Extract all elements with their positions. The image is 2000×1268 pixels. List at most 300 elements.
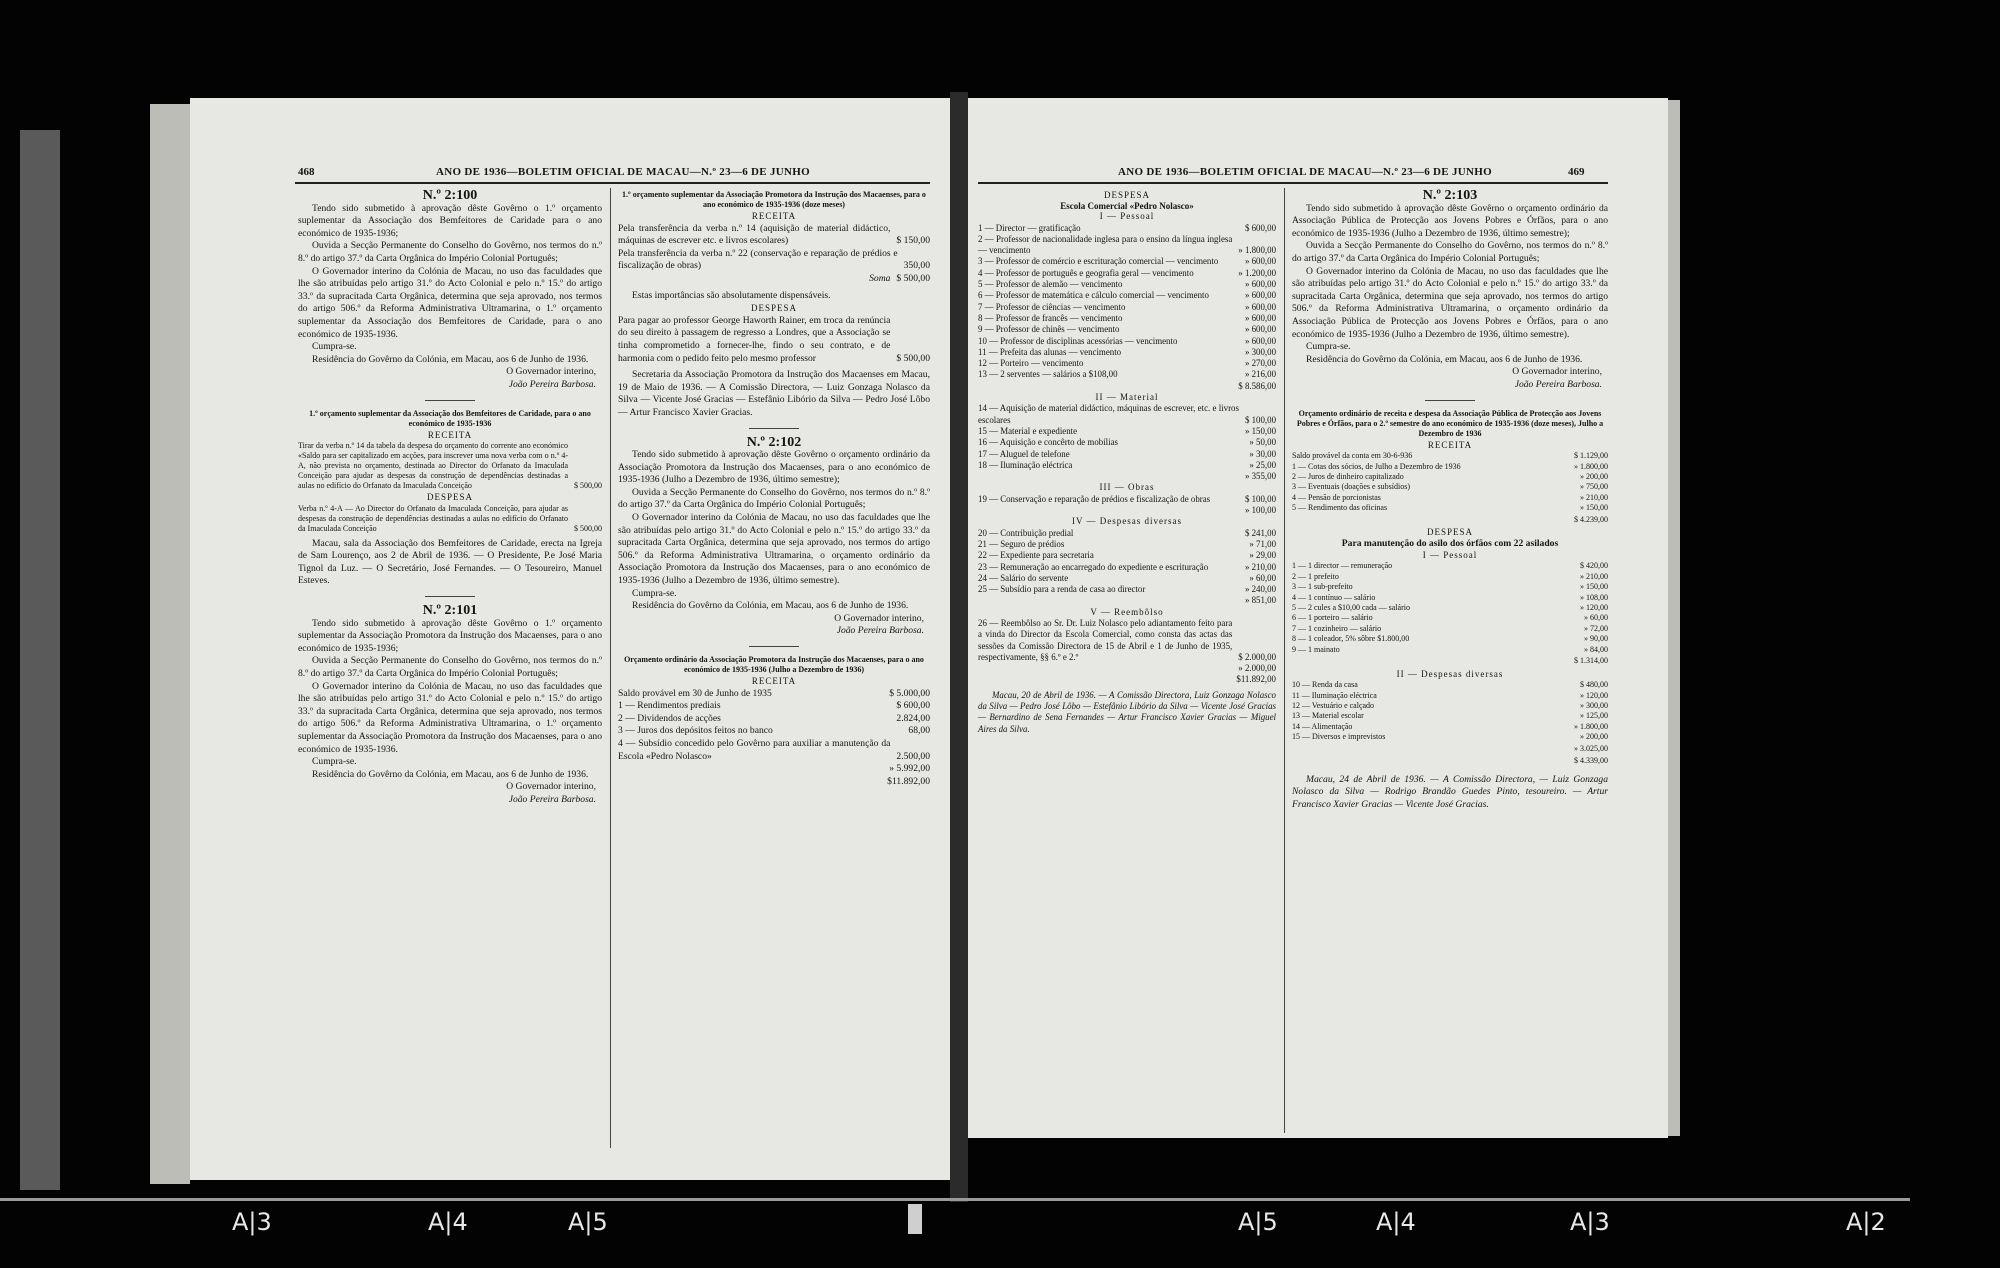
section-label: DESPESA [1426,527,1473,538]
section-label: I — Pessoal [1422,549,1478,560]
line-value: » 1.200,00 [1238,267,1276,278]
subtotal-value: » 100,00 [1244,505,1276,516]
line-value: » 120,00 [1580,602,1608,612]
paragraph: Ouvida a Secção Permanente do Conselho do Govêrno, nos termos do n.º 8.º do artigo 37.º da Carta Orgânica do Império Colonial Português; [1292,240,1608,264]
line-text: 11 — Prefeita das alunas — vencimento [978,346,1122,357]
subtotal-line [1292,743,1608,756]
line-text: 3 — Eventuais (doações e subsídios) [1292,482,1410,492]
paragraph: Cumpra-se. [312,341,357,353]
line-value: » 71,00 [1249,538,1276,549]
subtotal-line [978,663,1276,674]
signature-title: O Governador interino, [1512,366,1602,378]
paragraph: Tendo sido submetido à aprovação dêste Govêrno o 1.º orçamento suplementar da Associação Promotora da Instrução dos Macaenses, para o ano económico de 1935-1936; [298,617,602,654]
line-value: » 216,00 [1244,369,1276,380]
film-mark: A|5 [1238,1208,1278,1236]
line-text: 10 — Professor de disciplinas acessórias — vencimento [978,335,1178,346]
left-margin-strip [20,130,60,1190]
budget-line [1292,711,1608,721]
budget-line [978,403,1276,426]
paragraph: Ouvida a Secção Permanente do Conselho do Govêrno, nos termos do n.º 8.º do artigo 37.º da Carta Orgânica do Império Colonial Português; [618,486,930,511]
column-divider [610,188,611,1148]
budget-line [978,358,1276,369]
section-label: RECEITA [1427,439,1473,450]
film-edge [0,1198,1910,1201]
column-divider [1284,188,1285,1133]
line-value: $ 1.129,00 [1574,451,1608,461]
line-text: 9 — 1 mainato [1292,644,1340,654]
line-text: 12 — Vestuário e calçado [1292,700,1375,710]
paragraph: Cumpra-se. [312,756,357,768]
budget-line [1292,493,1608,503]
subtotal-value: $ 1.314,00 [1574,655,1608,665]
line-value: » 25,00 [1249,459,1276,470]
decree-title: N.º 2:102 [746,434,802,450]
line-text: 24 — Salário do servente [978,572,1069,583]
line-text: 9 — Professor de chinês — vencimento [978,324,1120,335]
line-text: 4 — Professor de português e geografia geral — vencimento [978,267,1194,278]
page-number: 469 [1568,166,1585,178]
line-text: 1 — 1 director — remuneração [1292,561,1393,571]
budget-line [978,336,1276,347]
total-line [978,674,1276,685]
line-text: 15 — Diversos e imprevistos [1292,732,1386,742]
film-mark: A|3 [1570,1208,1610,1236]
signature-title: O Governador interino, [834,612,924,624]
line-text: Saldo provável da conta em 30-6-936 [1292,451,1413,461]
subtotal-value: $ 4.239,00 [1574,514,1608,524]
line-text: 19 — Conservação e reparação de prédios e fiscalização de obras [978,493,1211,504]
line-text: 12 — Porteiro — vencimento [978,358,1084,369]
left-page [190,98,950,1180]
line-value: $ 100,00 [1244,493,1276,504]
decree-title: N.º 2:103 [1422,188,1478,203]
header-rule [978,182,1608,184]
school-title: Escola Comercial «Pedro Nolasco» [1060,201,1194,212]
line-value: $ 500,00 [574,481,602,491]
line-value: » 1.800,00 [1574,461,1608,471]
budget-lines [978,403,1276,471]
budget-lines [1292,561,1608,655]
right-column-1 [978,190,1276,735]
line-text: 1 — Rendimentos prediais [618,700,721,712]
total-value: $11.892,00 [887,775,930,787]
line-text: 4 — Pensão de porcionistas [1292,492,1381,502]
budget-line [978,584,1276,595]
line-text: 3 — 1 sub-prefeito [1292,582,1353,592]
line-value: $ 100,00 [1244,414,1276,425]
signature-name: João Pereira Barbosa. [836,625,924,637]
paragraph: Cumpra-se. [1306,341,1351,353]
line-text: 2 — Professor de nacionalidade inglesa para o ensino da língua inglesa — vencimento [978,233,1233,256]
paragraph: Tendo sido submetido à aprovação dêste Govêrno o orçamento ordinário da Associação Pública de Protecção aos Jovens Pobres e Órfãos, para o ano económico de 1935-1936 (Julho a Dezembro de 1936, último semestre); [1292,202,1608,239]
budget-line [978,324,1276,335]
line-value: » 84,00 [1584,644,1608,654]
budget-line [978,550,1276,561]
signature-name: João Pereira Barbosa. [508,793,596,805]
sum-value: $ 500,00 [896,272,930,284]
paragraph: O Governador interino da Colónia de Macau, no uso das faculdades que lhe são atribuídas pelo artigo 31.º do Acto Colonial e pelo n.º 15.º do artigo 33.º da supracitada Carta Orgânica, determina que seja aprovado, nos termos do artigo 506.º da Reforma Administrativa Ultramarina, o orçamento ordinário da Associação Promotora da Instrução dos Macaenses, para o ano económico de 1935-1936 (Julho a Dezembro de 1936, último semestre). [618,512,930,587]
budget-line [978,460,1276,471]
line-text: 7 — Professor de ciências — vencimento [978,301,1126,312]
budget-line [978,347,1276,358]
film-notch [908,1204,922,1234]
line-value: » 600,00 [1244,324,1276,335]
line-value: $ 5.000,00 [889,687,930,699]
budget-line [978,437,1276,448]
line-value: » 200,00 [1580,732,1608,742]
line-text: 25 — Subsídio para a renda de casa ao director [978,584,1146,595]
line-text: 2 — 1 prefeito [1292,571,1339,581]
budget-line [978,268,1276,279]
budget-line [298,504,602,534]
budget-line [1292,603,1608,613]
line-text: 8 — Professor de francês — vencimento [978,312,1123,323]
line-value: » 72,00 [1584,623,1608,633]
line-value: $ 2.000,00 [1238,651,1276,662]
line-text: Verba n.º 4-A — Ao Director do Orfanato da Imaculada Conceição, para ajudar as despesas da construção de dependências destinadas a aulas no edifício do Orfanato da Imaculada Conceição [298,503,568,533]
budget-line [978,223,1276,234]
subtotal-value: » 2.000,00 [1238,663,1276,674]
subtotal-value: » 355,00 [1244,471,1276,482]
budget-line [1292,561,1608,571]
film-mark: A|2 [1846,1208,1886,1236]
subtotal-value: $ 8.586,00 [1238,380,1276,391]
budget-line [978,539,1276,550]
section-label: III — Obras [1099,482,1155,493]
separator [425,400,475,401]
budget-lines [978,528,1276,596]
line-value: 2.500,00 [896,750,930,762]
section-label: IV — Despesas diversas [1071,516,1183,527]
budget-line [978,279,1276,290]
line-value: 68,00 [908,725,930,737]
running-head: ANO DE 1936—BOLETIM OFICIAL DE MACAU—N.º 23—6 DE JUNHO [1118,166,1492,178]
budget-line [1292,482,1608,492]
line-text: 14 — Aquisição de material didáctico, máquinas de escrever, etc. e livros escolares [978,403,1239,425]
budget-line [978,256,1276,267]
line-text: 26 — Reembôlso ao Sr. Dr. Luiz Nolasco pelo adiantamento feito para a vinda do Director da Escola Comercial, como consta das actas das sessões da Comissão Directora de 15 de Abril e 1 de Junho de 1935, respectivamente, §§ 6.º e 2.º [978,617,1233,662]
budget-line [978,313,1276,324]
budget-heading: 1.º orçamento suplementar da Associação dos Bemfeitores de Caridade, para o ano económico de 1935-1936 [309,408,591,428]
line-text: 10 — Renda da casa [1292,680,1358,690]
section-label: RECEITA [427,429,473,440]
line-value: » 108,00 [1580,592,1608,602]
right-page-edge [1668,100,1680,1136]
budget-line [978,290,1276,301]
line-value: » 210,00 [1580,571,1608,581]
line-value: $ 420,00 [1580,561,1608,571]
budget-lines [1292,451,1608,513]
section-label: II — Material [1095,392,1159,403]
line-text: Para pagar ao professor George Haworth Rainer, em troca da renúncia do seu direito à passagem de regresso a Londres, que a Associação se tinha comprometido a fornecer-lhe, findo o seu contrato, e de harmonia com o pedido feito pelo mesmo professor [618,314,891,364]
sum-line [618,273,930,286]
budget-line [1292,462,1608,472]
line-value: » 60,00 [1249,572,1276,583]
line-text: 4 — Subsídio concedido pelo Govêrno para auxiliar a manutenção da Escola «Pedro Nolasco» [618,737,891,762]
line-value: » 600,00 [1244,256,1276,267]
sum-label: Soma [869,272,891,284]
total-line [618,776,930,789]
line-value: » 60,00 [1584,613,1608,623]
line-text: 1 — Director — gratificação [978,222,1081,233]
subtotal-line [978,595,1276,606]
section-label: RECEITA [751,676,797,686]
budget-line [618,688,930,701]
right-column-2 [1292,190,1608,812]
section-label: DESPESA [426,492,473,503]
total-value: $ 4.339,00 [1574,756,1608,766]
signature-title: O Governador interino, [506,781,596,793]
paragraph: O Governador interino da Colónia de Macau, no uso das faculdades que lhe são atribuídas pelo artigo 31.º do Acto Colonial e pelo n.º 15.º do artigo 33.º da supracitada Carta Orgânica, determina que seja aprovado, nos termos do artigo 506.º da Reforma Administrativa Ultramarina, o orçamento ordinário da Associação Pública de Protecção aos Jovens Pobres e Órfãos, para o ano económico de 1935-1936 (Julho a Dezembro de 1936, último semestre). [1292,265,1608,340]
budget-line [1292,593,1608,603]
signature-block [1292,366,1608,391]
budget-line [978,426,1276,437]
budget-line [978,573,1276,584]
separator [425,596,475,597]
line-text: 2 — Juros de dinheiro capitalizado [1292,471,1404,481]
budget-line [1292,680,1608,690]
section-label: RECEITA [751,211,797,221]
line-value: » 150,00 [1580,503,1608,513]
line-value: » 600,00 [1244,301,1276,312]
paragraph: Residência do Govêrno da Colónia, em Macau, aos 6 de Junho de 1936. [632,600,909,612]
line-value: 350,00 [903,260,930,272]
line-value: $ 150,00 [896,235,930,247]
budget-line [618,700,930,713]
running-head: ANO DE 1936—BOLETIM OFICIAL DE MACAU—N.º 23—6 DE JUNHO [436,166,810,178]
budget-line [618,725,930,738]
budget-line [618,738,930,763]
line-text: Tirar da verba n.º 14 da tabela da despesa do orçamento do corrente ano económico «Saldo para ser capitalizado em acções, para inscrever uma nova verba com o n.º 4-A, não prevista no orçamento, destinada ao Director do Orfanato da Imaculada Conceição para ajudar as despesas da construção de dependências destinadas a aulas no edifício do Orfanato da Imaculada Conceição [298,441,568,491]
budget-lines [978,494,1276,505]
line-value: » 270,00 [1244,358,1276,369]
page-number: 468 [298,166,315,178]
line-text: 4 — 1 contínuo — salário [1292,592,1376,602]
budget-line [618,248,930,273]
subtotal-line [1292,514,1608,527]
decree-title: N.º 2:100 [422,188,478,203]
line-text: 6 — 1 porteiro — salário [1292,613,1373,623]
paragraph: Estas importâncias são absolutamente dispensáveis. [632,289,831,301]
line-text: 2 — Dividendos de acções [618,712,721,724]
decree-title: N.º 2:101 [422,603,478,619]
budget-line [1292,503,1608,513]
line-value: » 210,00 [1580,492,1608,502]
budget-line [978,618,1276,663]
paragraph: Tendo sido submetido à aprovação dêste Govêrno o 1.º orçamento suplementar da Associação dos Bemfeitores de Caridade para o ano económico de 1935-1936; [298,202,602,239]
section-label: V — Reembôlso [1090,606,1164,617]
film-mark: A|4 [428,1208,468,1236]
total-line [1292,755,1608,768]
line-text: 3 — Juros dos depósitos feitos no banco [618,725,773,737]
header-rule [295,182,930,184]
budget-line [978,494,1276,505]
line-text: 20 — Contribuição predial [978,527,1074,538]
budget-line [978,369,1276,380]
right-page [968,98,1668,1138]
line-value: » 150,00 [1244,425,1276,436]
signature-block [298,366,602,391]
line-value: $ 500,00 [574,523,602,533]
line-text: 13 — Material escolar [1292,711,1364,721]
budget-lines [1292,680,1608,742]
budget-line [618,713,930,726]
subtotal-line [978,505,1276,516]
line-text: 17 — Aluguel de telefone [978,448,1070,459]
budget-line [1292,472,1608,482]
line-text: 7 — 1 cozinheiro — salário [1292,623,1382,633]
paragraph: Residência do Govêrno da Colónia, em Macau, aos 6 de Junho de 1936. [312,768,589,780]
line-text: 14 — Alimentação [1292,721,1353,731]
signature-title: O Governador interino, [506,366,596,378]
budget-line [1292,572,1608,582]
signature-block [618,613,930,638]
left-column-1 [298,190,602,807]
signature-name: João Pereira Barbosa. [1514,378,1602,390]
budget-line [978,234,1276,257]
line-text: 5 — Professor de alemão — vencimento [978,279,1123,290]
line-value: $ 480,00 [1580,680,1608,690]
line-text: 16 — Aquisição e concêrto de mobílias [978,437,1118,448]
line-value: » 29,00 [1249,550,1276,561]
line-value: » 600,00 [1244,279,1276,290]
line-text: 11 — Iluminação eléctrica [1292,690,1377,700]
paragraph: Secretaria da Associação Promotora da Instrução dos Macaenses em Macau, 19 de Maio de 1936. — A Comissão Directora, — Luiz Gonzaga Nolasco da Silva — Vicente José Gracias — Estefânio Libório da Silva — Pedro José Lôbo — Artur Francisco Xavier Gracias. [618,369,930,418]
line-value: » 600,00 [1244,335,1276,346]
paragraph: O Governador interino da Colónia de Macau, no uso das faculdades que lhe são atribuídas pelo artigo 31.º do Acto Colonial e pelo n.º 15.º do artigo 33.º da supracitada Carta Orgânica, determina que seja aprovado, nos termos do artigo 506.º da Reforma Administrativa Ultramarina, o 1.º orçamento suplementar da Associação Promotora da Instrução dos Macaenses, para o ano económico de 1935-1936. [298,680,602,755]
line-value: » 210,00 [1244,561,1276,572]
line-value: » 90,00 [1584,634,1608,644]
budget-heading: Orçamento ordinário da Associação Promotora da Instrução dos Macaenses, para o ano económico de 1935-1936 (Julho a Dezembro de 1936) [624,655,924,674]
budget-heading: 1.º orçamento suplementar da Associação Promotora da Instrução dos Macaenses, para o ano económico de 1935-1936 (doze meses) [622,190,926,209]
budget-line [1292,691,1608,701]
signature-block [298,781,602,806]
section-label: II — Despesas diversas [1396,668,1504,679]
section-label: DESPESA [1103,190,1150,200]
line-value: » 30,00 [1249,448,1276,459]
line-value: $ 241,00 [1244,527,1276,538]
paragraph: Macau, 20 de Abril de 1936. — A Comissão Directora, Luiz Gonzaga Nolasco da Silva — Pedro José Lôbo — Estefânio Libório da Silva — Vicente José Gracias — Bernardino de Sena Fernandes — Artur Francisco Xavier Gracias — Miguel Aires da Silva. [978,689,1276,734]
line-text: Pela transferência da verba n.º 22 (conservação e reparação de prédios e fiscalização de obras) [618,247,898,272]
line-value: » 50,00 [1249,437,1276,448]
line-value: » 125,00 [1580,711,1608,721]
line-text: 22 — Expediente para secretaria [978,550,1094,561]
line-text: 3 — Professor de comércio e escrituração comercial — vencimento [978,256,1219,267]
line-text: 6 — Professor de matemática e cálculo comercial — vencimento [978,290,1209,301]
asylum-title: Para manutenção do asilo dos órfãos com 22 asilados [1341,537,1559,549]
line-value: $ 600,00 [896,700,930,712]
paragraph: Tendo sido submetido à aprovação dêste Govêrno o orçamento ordinário da Associação Promotora da Instrução dos Macaenses, para o ano económico de 1935-1936 (Julho a Dezembro de 1936, último semestre); [618,449,930,486]
budget-line [1292,722,1608,732]
line-value: » 300,00 [1244,346,1276,357]
signature-name: João Pereira Barbosa. [508,378,596,390]
section-label: DESPESA [750,303,797,314]
paragraph: Macau, sala da Associação dos Bemfeitores de Caridade, erecta na Igreja de Sam Lourenço, aos 2 de Abril de 1936. — O Presidente, P.e José Maria Tignol da Luz. — O Secretário, José Fernandes. — O Tesoureiro, Manuel Esteves. [298,537,602,587]
line-text: 5 — 2 cules a $10,00 cada — salário [1292,602,1410,612]
line-text: 15 — Material e expediente [978,425,1078,436]
subtotal-line [978,381,1276,392]
subtotal-value: » 5.992,00 [889,763,930,775]
line-value: » 1.800,00 [1574,721,1608,731]
line-text: 21 — Seguro de prédios [978,538,1065,549]
separator [1425,400,1475,401]
line-value: » 240,00 [1244,584,1276,595]
budget-heading: Orçamento ordinário de receita e despesa da Associação Pública de Protecção aos Jovens Pobres e Órfãos, para o 2.º semestre do ano económico de 1935-1936 (doze meses), Julho a Dezembro de 1936 [1296,408,1604,438]
line-value: » 750,00 [1580,482,1608,492]
budget-line [978,449,1276,460]
budget-line [978,528,1276,539]
line-text: 5 — Rendimento das oficinas [1292,503,1388,513]
subtotal-value: » 3.025,00 [1574,743,1608,753]
budget-line [1292,634,1608,644]
subtotal-line [618,763,930,776]
budget-lines [618,688,930,764]
budget-line [978,562,1276,573]
line-text: 23 — Remuneração ao encarregado do expediente e escrituração [978,561,1209,572]
budget-line [1292,645,1608,655]
line-value: $ 500,00 [896,352,930,364]
total-value: $11.892,00 [1236,674,1276,685]
line-value: $ 600,00 [1244,222,1276,233]
line-text: 13 — 2 serventes — salários a $108,00 [978,369,1118,380]
line-text: Pela transferência da verba n.º 14 (aquisição de material didáctico, máquinas de escrever etc. e livros escolares) [618,222,891,247]
line-text: 8 — 1 coleador, 5% sôbre $1.800,00 [1292,634,1410,644]
line-value: 2.824,00 [896,712,930,724]
budget-line [1292,451,1608,461]
subtotal-line [1292,655,1608,668]
separator [749,646,799,647]
paragraph: Ouvida a Secção Permanente do Conselho do Govêrno, nos termos do n.º 8.º do artigo 37.º da Carta Orgânica do Império Colonial Português; [298,240,602,264]
left-page-edge [150,104,190,1184]
line-value: » 300,00 [1580,700,1608,710]
paragraph: Residência do Govêrno da Colónia, em Macau, aos 6 de Junho de 1936. [1306,353,1583,365]
budget-lines [978,223,1276,381]
budget-line [1292,582,1608,592]
budget-line [1292,701,1608,711]
budget-line [618,315,930,365]
paragraph: O Governador interino da Colónia de Macau, no uso das faculdades que lhe são atribuídas pelo artigo 31.º do Acto Colonial e pelo n.º 15.º do artigo 33.º da supracitada Carta Orgânica, determina que seja aprovado, nos termos do artigo 506.º da Reforma Administrativa Ultramarina, o 1.º orçamento suplementar da Associação dos Bemfeitores de Caridade, para o ano económico de 1935-1936. [298,265,602,340]
budget-line [1292,613,1608,623]
line-text: Saldo provável em 30 de Junho de 1935 [618,687,772,699]
line-value: » 150,00 [1580,582,1608,592]
paragraph: Macau, 24 de Abril de 1936. — A Comissão Directora, — Luiz Gonzaga Nolasco da Silva — Rodrigo Brandão Guedes Pinto, tesoureiro. — Artur Francisco Xavier Gracias — Vicente José Gracias. [1292,773,1608,810]
film-mark: A|5 [568,1208,608,1236]
budget-line [618,223,930,248]
paragraph: Ouvida a Secção Permanente do Conselho do Govêrno, nos termos do n.º 8.º do artigo 37.º da Carta Orgânica do Império Colonial Português; [298,655,602,680]
book-spine [950,92,968,1202]
line-value: » 600,00 [1244,312,1276,323]
line-value: » 200,00 [1580,471,1608,481]
budget-line [1292,624,1608,634]
budget-line [298,441,602,491]
separator [749,428,799,429]
subtotal-value: » 851,00 [1244,595,1276,606]
line-text: 1 — Cotas dos sócios, de Julho a Dezembro de 1936 [1292,461,1461,471]
budget-line [978,302,1276,313]
film-mark: A|4 [1376,1208,1416,1236]
section-label: I — Pessoal [1099,211,1155,222]
left-column-2 [618,190,930,788]
line-text: 18 — Iluminação eléctrica [978,459,1073,470]
budget-line [1292,732,1608,742]
subtotal-line [978,471,1276,482]
paragraph: Residência do Govêrno da Colónia, em Macau, aos 6 de Junho de 1936. [312,353,589,365]
line-value: » 600,00 [1244,290,1276,301]
line-value: » 120,00 [1580,690,1608,700]
film-mark: A|3 [232,1208,272,1236]
paragraph: Cumpra-se. [632,587,677,599]
line-value: » 1.800,00 [1238,245,1276,256]
